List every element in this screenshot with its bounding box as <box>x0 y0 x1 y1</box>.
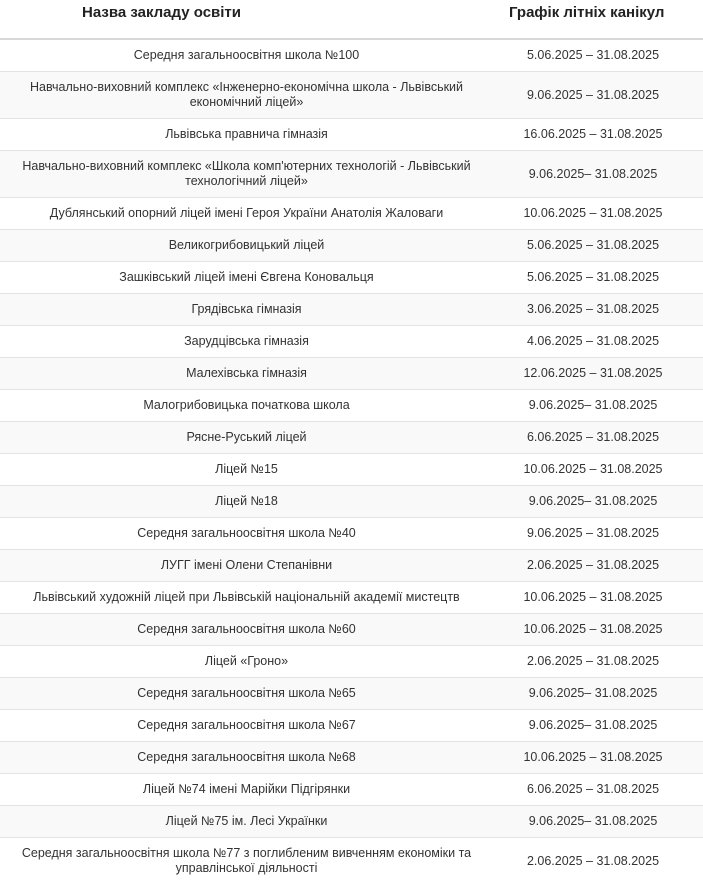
table-header-row <box>0 0 703 39</box>
table-row <box>0 582 703 614</box>
vacation-dates-cell: 9.06.2025– 31.08.2025 <box>493 390 703 422</box>
table-row <box>0 646 703 678</box>
school-name-cell: Ліцей №75 ім. Лесі Українки <box>0 806 493 838</box>
table-row <box>0 486 703 518</box>
school-name-cell: Рясне-Руський ліцей <box>0 422 493 454</box>
vacation-dates-cell: 9.06.2025– 31.08.2025 <box>493 151 703 198</box>
vacation-dates-cell: 16.06.2025 – 31.08.2025 <box>493 119 703 151</box>
vacation-dates-cell: 10.06.2025 – 31.08.2025 <box>493 454 703 486</box>
header-vacation-schedule: Графік літніх канікул <box>493 0 703 39</box>
school-name-cell: Навчально-виховний комплекс «Інженерно-економічна школа - Львівський економічний ліцей» <box>0 72 493 119</box>
table-row <box>0 710 703 742</box>
school-name-cell: Зарудцівська гімназія <box>0 326 493 358</box>
table-row <box>0 454 703 486</box>
vacation-dates-cell: 4.06.2025 – 31.08.2025 <box>493 326 703 358</box>
table-row <box>0 262 703 294</box>
school-name-cell: Ліцей «Гроно» <box>0 646 493 678</box>
table-row <box>0 294 703 326</box>
vacation-dates-cell: 3.06.2025 – 31.08.2025 <box>493 294 703 326</box>
table-row <box>0 678 703 710</box>
school-name-cell: Ліцей №15 <box>0 454 493 486</box>
vacation-dates-cell: 2.06.2025 – 31.08.2025 <box>493 550 703 582</box>
vacation-dates-cell: 2.06.2025 – 31.08.2025 <box>493 646 703 678</box>
vacation-dates-cell: 10.06.2025 – 31.08.2025 <box>493 742 703 774</box>
vacation-dates-cell: 10.06.2025 – 31.08.2025 <box>493 614 703 646</box>
school-name-cell: Середня загальноосвітня школа №60 <box>0 614 493 646</box>
vacation-dates-cell: 10.06.2025 – 31.08.2025 <box>493 198 703 230</box>
school-name-cell: Ліцей №18 <box>0 486 493 518</box>
school-name-cell: Малехівська гімназія <box>0 358 493 390</box>
school-name-cell: Ліцей №74 імені Марійки Підгірянки <box>0 774 493 806</box>
table-row <box>0 326 703 358</box>
school-name-cell: Середня загальноосвітня школа №65 <box>0 678 493 710</box>
table-row <box>0 518 703 550</box>
school-name-cell: Середня загальноосвітня школа №100 <box>0 39 493 72</box>
table-row <box>0 422 703 454</box>
table-row <box>0 151 703 198</box>
table-row <box>0 550 703 582</box>
school-name-cell: Малогрибовицька початкова школа <box>0 390 493 422</box>
school-name-cell: Грядівська гімназія <box>0 294 493 326</box>
vacation-dates-cell: 9.06.2025– 31.08.2025 <box>493 678 703 710</box>
table-row <box>0 806 703 838</box>
table-row <box>0 72 703 119</box>
school-name-cell: Великогрибовицький ліцей <box>0 230 493 262</box>
vacation-dates-cell: 5.06.2025 – 31.08.2025 <box>493 230 703 262</box>
vacation-dates-cell: 9.06.2025– 31.08.2025 <box>493 806 703 838</box>
school-name-cell: Навчально-виховний комплекс «Школа комп'ютерних технологій - Львівський технологічний ліцей» <box>0 151 493 198</box>
school-name-cell: Середня загальноосвітня школа №77 з поглибленим вивченням економіки та управлінської діяльності <box>0 838 493 885</box>
school-name-cell: Львівська правнича гімназія <box>0 119 493 151</box>
vacation-dates-cell: 9.06.2025– 31.08.2025 <box>493 486 703 518</box>
table-row <box>0 230 703 262</box>
vacation-dates-cell: 6.06.2025 – 31.08.2025 <box>493 774 703 806</box>
school-name-cell: Дублянський опорний ліцей імені Героя України Анатолія Жаловаги <box>0 198 493 230</box>
table-row <box>0 198 703 230</box>
table-body <box>0 39 703 884</box>
table-row <box>0 390 703 422</box>
table-row <box>0 358 703 390</box>
vacation-dates-cell: 9.06.2025 – 31.08.2025 <box>493 518 703 550</box>
vacation-dates-cell: 5.06.2025 – 31.08.2025 <box>493 262 703 294</box>
vacation-dates-cell: 5.06.2025 – 31.08.2025 <box>493 39 703 72</box>
vacation-dates-cell: 2.06.2025 – 31.08.2025 <box>493 838 703 885</box>
table-row <box>0 39 703 72</box>
school-name-cell: Середня загальноосвітня школа №40 <box>0 518 493 550</box>
table-row <box>0 838 703 885</box>
table-row <box>0 614 703 646</box>
school-name-cell: Середня загальноосвітня школа №68 <box>0 742 493 774</box>
table-row <box>0 742 703 774</box>
school-name-cell: ЛУГГ імені Олени Степанівни <box>0 550 493 582</box>
school-name-cell: Середня загальноосвітня школа №67 <box>0 710 493 742</box>
vacation-dates-cell: 9.06.2025– 31.08.2025 <box>493 710 703 742</box>
school-name-cell: Львівський художній ліцей при Львівській національній академії мистецтв <box>0 582 493 614</box>
school-name-cell: Зашківський ліцей імені Євгена Коновальця <box>0 262 493 294</box>
vacation-dates-cell: 6.06.2025 – 31.08.2025 <box>493 422 703 454</box>
table-row <box>0 119 703 151</box>
table-row <box>0 774 703 806</box>
vacation-dates-cell: 10.06.2025 – 31.08.2025 <box>493 582 703 614</box>
header-school-name: Назва закладу освіти <box>0 0 493 39</box>
vacation-dates-cell: 12.06.2025 – 31.08.2025 <box>493 358 703 390</box>
vacation-dates-cell: 9.06.2025 – 31.08.2025 <box>493 72 703 119</box>
